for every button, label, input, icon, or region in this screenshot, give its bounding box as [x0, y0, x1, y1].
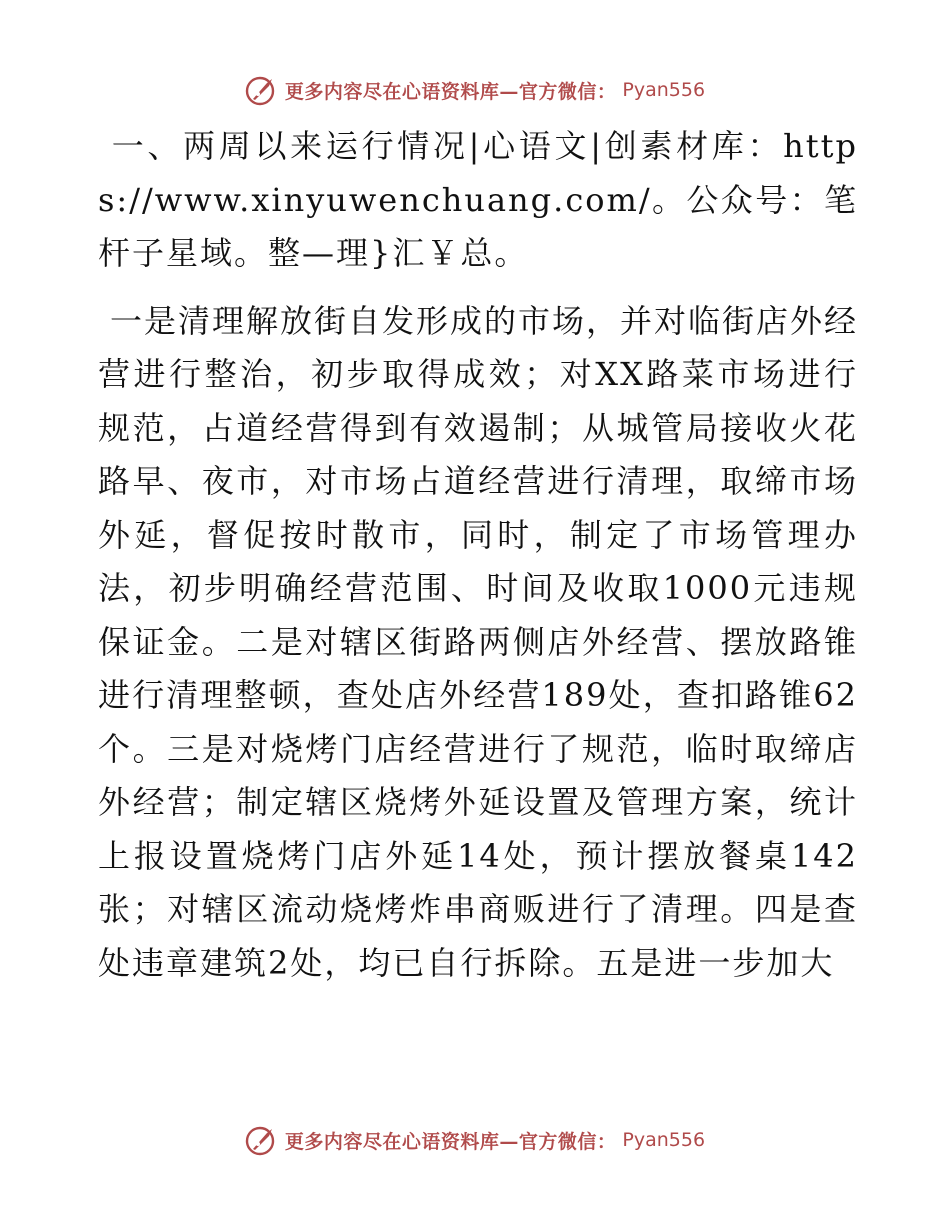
- paragraph-2: [98, 295, 858, 991]
- pen-nib-logo-icon: [245, 73, 279, 107]
- footer-banner-text: 更多内容尽在心语资料库—官方微信：: [284, 1130, 617, 1153]
- header-banner-text: 更多内容尽在心语资料库—官方微信：: [284, 80, 617, 103]
- pen-nib-logo-icon: [245, 1123, 279, 1157]
- document-body: [98, 120, 858, 990]
- footer-banner-wechat: Pyan556: [622, 1129, 706, 1151]
- paragraph-1-text: 一、两周以来运行情况|心语文|创素材库：https://www.xinyuwenchuang.com/。公众号：笔杆子星域。整—理}汇￥总。: [98, 127, 858, 272]
- header-banner-wechat: Pyan556: [622, 79, 706, 101]
- paragraph-1: [98, 120, 858, 281]
- header-banner: [0, 70, 950, 110]
- footer-banner: [0, 1120, 950, 1160]
- paragraph-2-text: 一是清理解放街自发形成的市场，并对临街店外经营进行整治，初步取得成效；对XX路菜市场进行规范，占道经营得到有效遏制；从城管局接收火花路早、夜市，对市场占道经营进行清理，取缔市场外延，督促按时散市，同时，制定了市场管理办法，初步明确经营范围、时间及收取1000元违规保证金。二是对辖区街路两侧店外经营、摆放路锥进行清理整顿，查处店外经营189处，查扣路锥62个。三是对烧烤门店经营进行了规范，临时取缔店外经营；制定辖区烧烤外延设置及管理方案，统计上报设置烧烤门店外延14处，预计摆放餐桌142张；对辖区流动烧烤炸串商贩进行了清理。四是查处违章建筑2处，均已自行拆除。五是进一步加大: [98, 301, 859, 982]
